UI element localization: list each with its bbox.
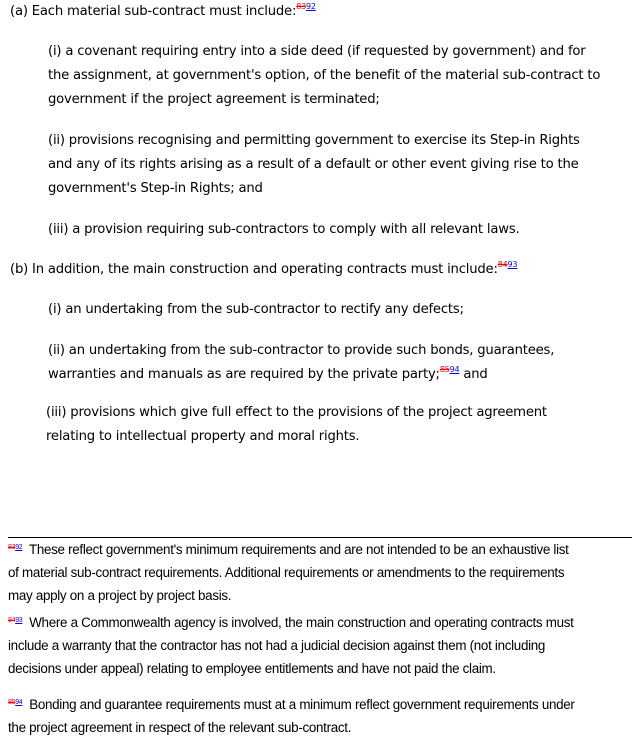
clause-b-item-iii-line-1: (iii) provisions which give full effect to the provisions of the project agreement <box>46 405 547 420</box>
footnote-ref-inserted[interactable]: 94 <box>449 365 460 374</box>
clause-b-item-i-line-1: (i) an undertaking from the sub-contractor to rectify any defects; <box>48 302 464 317</box>
footnote-3-line-2: the project agreement in respect of the relevant sub-contract. <box>8 720 352 735</box>
clause-b-heading-text: (b) In addition, the main construction and operating contracts must include: <box>10 262 498 277</box>
clause-b-heading <box>10 262 517 277</box>
footnote-marker-inserted[interactable]: 93 <box>15 617 23 624</box>
footnote-marker-deleted[interactable]: 84 <box>8 617 16 624</box>
footnote-separator <box>8 537 632 538</box>
clause-a-item-ii-line-1: (ii) provisions recognising and permitting government to exercise its Step-in Rights <box>48 133 580 148</box>
clause-a-heading-text: (a) Each material sub-contract must include: <box>10 4 297 19</box>
clause-b-item-ii-line-1: (ii) an undertaking from the sub-contractor to provide such bonds, guarantees, <box>48 343 555 358</box>
clause-a-heading <box>10 4 316 19</box>
clause-a-item-i-line-1: (i) a covenant requiring entry into a side deed (if requested by government) and for <box>48 44 586 59</box>
footnote-3-line-1 <box>8 697 575 712</box>
footnote-marker-inserted[interactable]: 94 <box>15 699 23 706</box>
footnote-ref-inserted[interactable]: 92 <box>305 2 316 11</box>
footnote-marker-deleted[interactable]: 85 <box>8 699 16 706</box>
footnote-ref-deleted[interactable]: 85 <box>439 365 450 374</box>
clause-a-item-ii-line-3: government's Step-in Rights; and <box>48 181 263 196</box>
footnote-1-line-1 <box>8 542 569 557</box>
clause-b-item-ii-line-2-text: warranties and manuals as are required by the private party; <box>48 367 440 382</box>
footnote-marker-inserted[interactable]: 92 <box>15 544 23 551</box>
footnote-1-text: These reflect government's minimum requirements and are not intended to be an exhaustive list <box>22 542 569 557</box>
footnote-3-text: Bonding and guarantee requirements must at a minimum reflect government requirements under <box>22 697 575 712</box>
footnote-marker-deleted[interactable]: 83 <box>8 544 16 551</box>
clause-a-item-iii-line-1: (iii) a provision requiring sub-contractors to comply with all relevant laws. <box>48 222 520 237</box>
footnote-2-text: Where a Commonwealth agency is involved, the main construction and operating contracts must <box>22 615 574 630</box>
footnote-ref-deleted[interactable]: 83 <box>296 2 306 11</box>
clause-a-item-i-line-2: the assignment, at government's option, of the benefit of the material sub-contract to <box>48 68 601 83</box>
clause-b-item-ii-tail: and <box>459 367 488 382</box>
clause-b-item-iii-line-2: relating to intellectual property and moral rights. <box>46 429 360 444</box>
footnote-ref-deleted[interactable]: 84 <box>497 260 508 269</box>
footnote-1-line-3: may apply on a project by project basis. <box>8 588 232 603</box>
footnote-2-line-1 <box>8 615 574 630</box>
footnote-ref-inserted[interactable]: 93 <box>507 260 518 269</box>
clause-a-item-ii-line-2: and any of its rights arising as a result of a default or other event giving rise to the <box>48 157 579 172</box>
clause-a-item-i-line-3: government if the project agreement is terminated; <box>48 92 380 107</box>
footnote-1-line-2: of material sub-contract requirements. Additional requirements or amendments to the requirements <box>8 565 565 580</box>
footnote-2-line-3: decisions under appeal) relating to employee entitlements and have not paid the claim. <box>8 661 496 676</box>
footnote-2-line-2: include a warranty that the contractor has not had a judicial decision against them (not including <box>8 638 546 653</box>
clause-b-item-ii-line-2 <box>48 367 488 382</box>
